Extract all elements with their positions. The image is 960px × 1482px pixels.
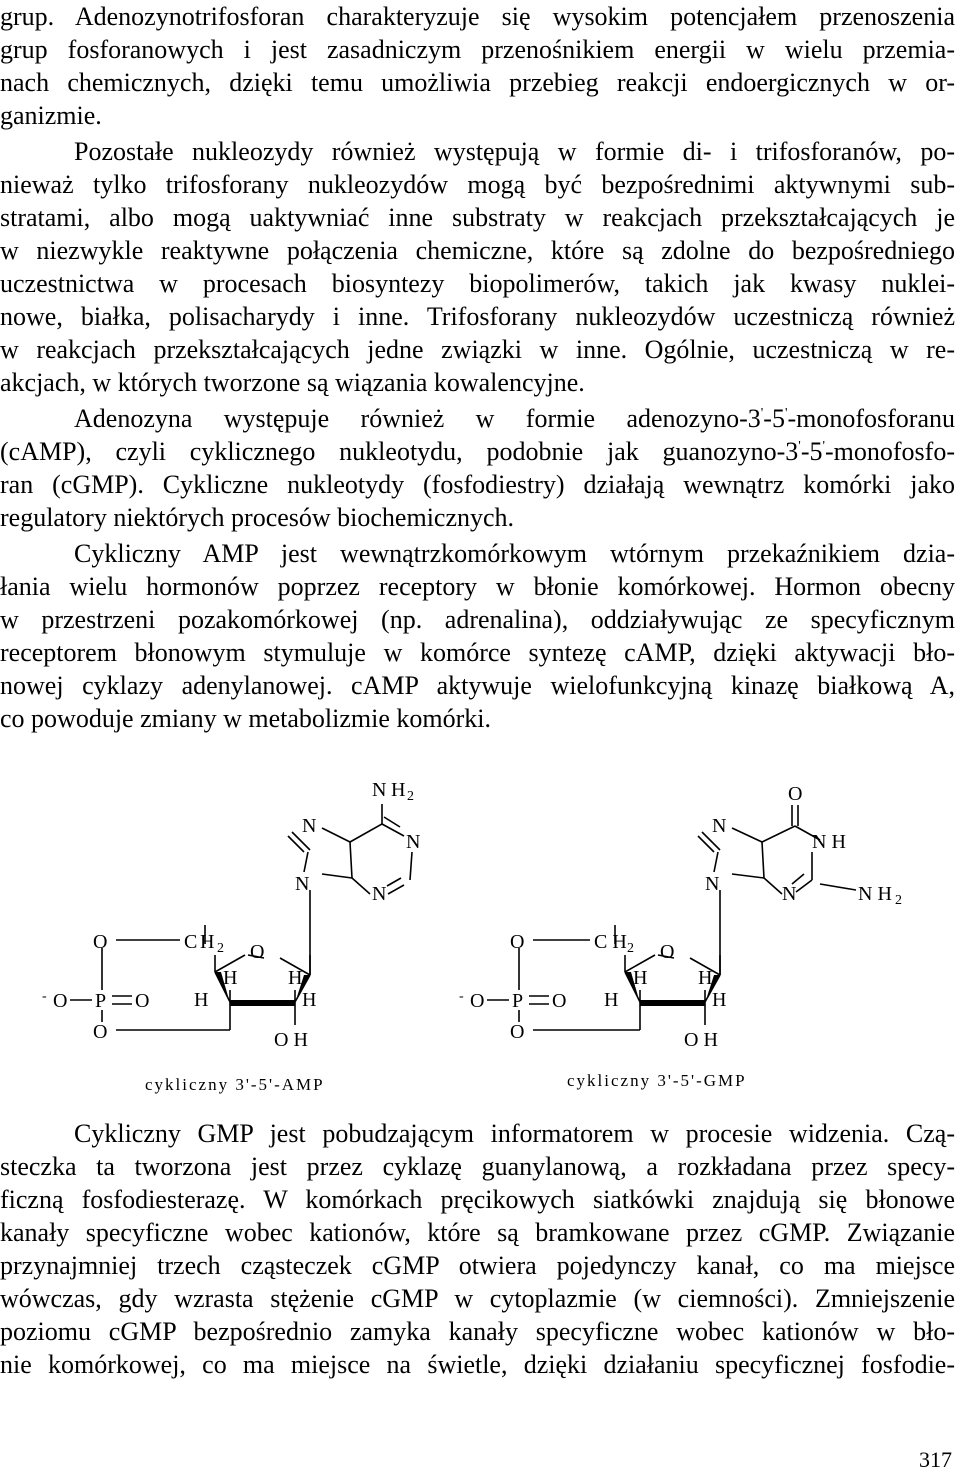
bond xyxy=(304,852,308,872)
paragraph-5-line-1: Cykliczny GMP jest pobudzającym informatorem w procesie widzenia. Czą- xyxy=(74,1119,955,1148)
atom-label: O H xyxy=(684,1029,718,1051)
paragraph-3-line-2-part-b: -5 xyxy=(800,437,823,466)
atom-subscript: 2 xyxy=(407,789,414,804)
paragraph-5-line-4: kanały specyficzne wobec kationów, które są bramkowane przez cGMP. Związanie xyxy=(0,1218,955,1247)
paragraph-3-line-1-part-a: Adenozyna występuje również w formie adenozyno-3 xyxy=(74,404,761,433)
bond xyxy=(382,824,404,836)
camp-atom-labels xyxy=(42,779,420,1051)
paragraph-1-line-3: nach chemicznych, dzięki temu umożliwia przebieg reakcji endoergicznych w or- xyxy=(0,68,955,97)
paragraph-2-line-2: nieważ tylko trifosforany nukleozydów mogą być bezpośrednimi aktywnymi sub- xyxy=(0,170,955,199)
bond xyxy=(764,878,782,894)
paragraph-3-line-2 xyxy=(0,435,955,469)
paragraph-5-line-3: ficzną fosfodiesterazę. W komórkach pręcikowych siatkówki znajdują się błonowe xyxy=(0,1185,955,1214)
atom-label: H xyxy=(633,967,648,989)
atom-label: H xyxy=(223,967,238,989)
atom-label: N xyxy=(406,831,421,853)
atom-label: O H xyxy=(274,1029,308,1051)
atom-label: O xyxy=(510,1021,525,1043)
paragraph-2-line-6: nowe, białka, polisacharydy i inne. Trifosforany nukleozydów uczestniczą również xyxy=(0,302,955,331)
page-number: 317 xyxy=(919,1447,952,1472)
nucleotide-structures-figure xyxy=(0,760,960,1105)
atom-label: O xyxy=(552,990,567,1012)
atom-label: P xyxy=(512,990,524,1012)
paragraph-2-line-5: uczestnictwa w procesach biosyntezy biopolimerów, takich jak kwasy nuklei- xyxy=(0,269,955,298)
cgmp-bonds xyxy=(487,805,856,1030)
prime-mark: ' xyxy=(798,439,801,454)
atom-label: N H xyxy=(812,831,846,853)
ribose-bold-bond xyxy=(230,1000,295,1006)
paragraph-5-line-7: poziomu cGMP bezpośrednio zamyka kanały specyficzne wobec kationów w bło- xyxy=(0,1317,955,1346)
paragraph-4-line-5: nowej cyklazy adenylanowej. cAMP aktywuje wielofunkcyjną kinazę białkową A, xyxy=(0,671,955,700)
paragraph-4-line-3: w przestrzeni pozakomórkowej (np. adrenalina), oddziaływując ze specyficznym xyxy=(0,605,955,634)
charge-label: - xyxy=(42,989,47,1004)
paragraph-1-line-1: grup. Adenozynotrifosforan charakteryzuje się wysokim potencjałem przenoszenia xyxy=(0,2,955,31)
atom-subscript: 2 xyxy=(627,941,634,956)
atom-label: H xyxy=(200,931,215,953)
bond xyxy=(288,836,304,852)
paragraph-1-line-2: grup fosforanowych i jest zasadniczym przenośnikiem energii w wielu przemia- xyxy=(0,35,955,64)
atom-label: H xyxy=(391,779,406,801)
paragraph-3-line-1-part-c: -monofosforanu xyxy=(787,404,955,433)
paragraph-3-line-2-part-a: (cAMP), czyli cyklicznego nukleotydu, podobnie jak guanozyno-3 xyxy=(0,437,799,466)
paragraph-3-line-1-part-b: -5 xyxy=(763,404,785,433)
cgmp-caption: cykliczny 3'-5'-GMP xyxy=(567,1071,747,1090)
bond xyxy=(350,824,382,842)
paragraph-3-line-2-part-c: -monofosfo- xyxy=(825,437,955,466)
atom-label: O xyxy=(53,990,68,1012)
paragraph-2-line-8: akcjach, w których tworzone są wiązania kowalencyjne. xyxy=(0,368,585,397)
bond xyxy=(410,852,412,880)
bond xyxy=(762,826,795,842)
paragraph-3-line-4: regulatory niektórych procesów biochemicznych. xyxy=(0,503,515,532)
atom-label: H xyxy=(194,989,209,1011)
bond xyxy=(322,874,352,878)
paragraph-2-line-3: stratami, albo mogą uaktywniać inne substraty w reakcjach przekształcających je xyxy=(0,203,955,232)
bond xyxy=(388,885,404,894)
paragraph-2-line-1: Pozostałe nukleozydy również występują w formie di- i trifosforanów, po- xyxy=(74,137,955,166)
paragraph-5-line-8: nie komórkowej, co ma miejsce na świetle, dzięki działaniu specyficznej fosfodie- xyxy=(0,1350,955,1379)
atom-label: O xyxy=(510,931,525,953)
bond xyxy=(322,828,350,842)
bond xyxy=(820,884,856,890)
prime-mark: ' xyxy=(822,439,826,454)
atom-label: N xyxy=(372,779,387,801)
prime-mark: ' xyxy=(784,406,788,421)
atom-label: O xyxy=(660,941,675,963)
paragraph-2-line-7: w reakcjach przekształcających jedne związki w inne. Ogólnie, uczestniczą w re- xyxy=(0,335,955,364)
atom-label: O xyxy=(93,931,108,953)
paragraph-5-line-2: steczka ta tworzona jest przez cyklazę guanylanową, a rozkładana przez specy- xyxy=(0,1152,955,1181)
prime-mark: ' xyxy=(760,406,764,421)
atom-label: N xyxy=(712,815,727,837)
paragraph-3-line-1 xyxy=(0,402,955,436)
bond xyxy=(387,878,401,886)
ribose-bold-bond xyxy=(640,1000,705,1006)
atom-label: P xyxy=(95,990,107,1012)
atom-label: H xyxy=(288,967,303,989)
atom-label: H xyxy=(302,989,317,1011)
bond xyxy=(796,880,812,892)
atom-label: N H xyxy=(858,883,892,905)
atom-label: O xyxy=(470,990,485,1012)
bond xyxy=(350,842,352,878)
cgmp-atom-labels xyxy=(459,783,902,1051)
bond xyxy=(762,842,764,878)
bond xyxy=(732,874,764,878)
atom-label: H xyxy=(698,967,713,989)
paragraph-2-line-4: w niezwykle reaktywne połączenia chemiczne, które są zdolne do bezpośredniego xyxy=(0,236,955,265)
atom-label: N xyxy=(302,815,317,837)
bond xyxy=(732,828,762,842)
camp-bonds xyxy=(70,804,412,1030)
paragraph-4-line-4: receptorem błonowym stymuluje w komórce syntezę cAMP, dzięki aktywacji bło- xyxy=(0,638,955,667)
paragraph-1-line-4: ganizmie. xyxy=(0,101,102,130)
atom-label: N xyxy=(705,873,720,895)
paragraph-4-line-1: Cykliczny AMP jest wewnątrzkomórkowym wtórnym przekaźnikiem dzia- xyxy=(74,539,955,568)
paragraph-3-line-3: ran (cGMP). Cykliczne nukleotydy (fosfodiestry) działają wewnątrz komórki jako xyxy=(0,470,955,499)
atom-label: N xyxy=(372,883,387,905)
paragraph-5-line-6: wówczas, gdy wzrasta stężenie cGMP w cytoplazmie (w ciemności). Zmniejszenie xyxy=(0,1284,955,1313)
bond xyxy=(698,836,714,852)
atom-label: O xyxy=(788,783,803,805)
atom-subscript: 2 xyxy=(217,941,224,956)
bond xyxy=(352,878,370,894)
bond xyxy=(714,852,718,872)
atom-label: C xyxy=(184,931,198,953)
atom-label: O xyxy=(250,941,265,963)
atom-label: N xyxy=(782,883,797,905)
atom-subscript: 2 xyxy=(895,893,902,908)
paragraph-4-line-6: co powoduje zmiany w metabolizmie komórki. xyxy=(0,704,491,733)
atom-label: N xyxy=(295,873,310,895)
camp-caption: cykliczny 3'-5'-AMP xyxy=(145,1075,325,1094)
atom-label: C H xyxy=(594,931,627,953)
paragraph-4-line-2: łania wielu hormonów poprzez receptory w błonie komórkowej. Hormon obecny xyxy=(0,572,955,601)
atom-label: H xyxy=(604,989,619,1011)
paragraph-5-line-5: przynajmniej trzech cząsteczek cGMP otwiera pojedynczy kanał, co ma miejsce xyxy=(0,1251,955,1280)
atom-label: O xyxy=(93,1021,108,1043)
atom-label: H xyxy=(712,989,727,1011)
atom-label: O xyxy=(135,990,150,1012)
charge-label: - xyxy=(459,989,464,1004)
